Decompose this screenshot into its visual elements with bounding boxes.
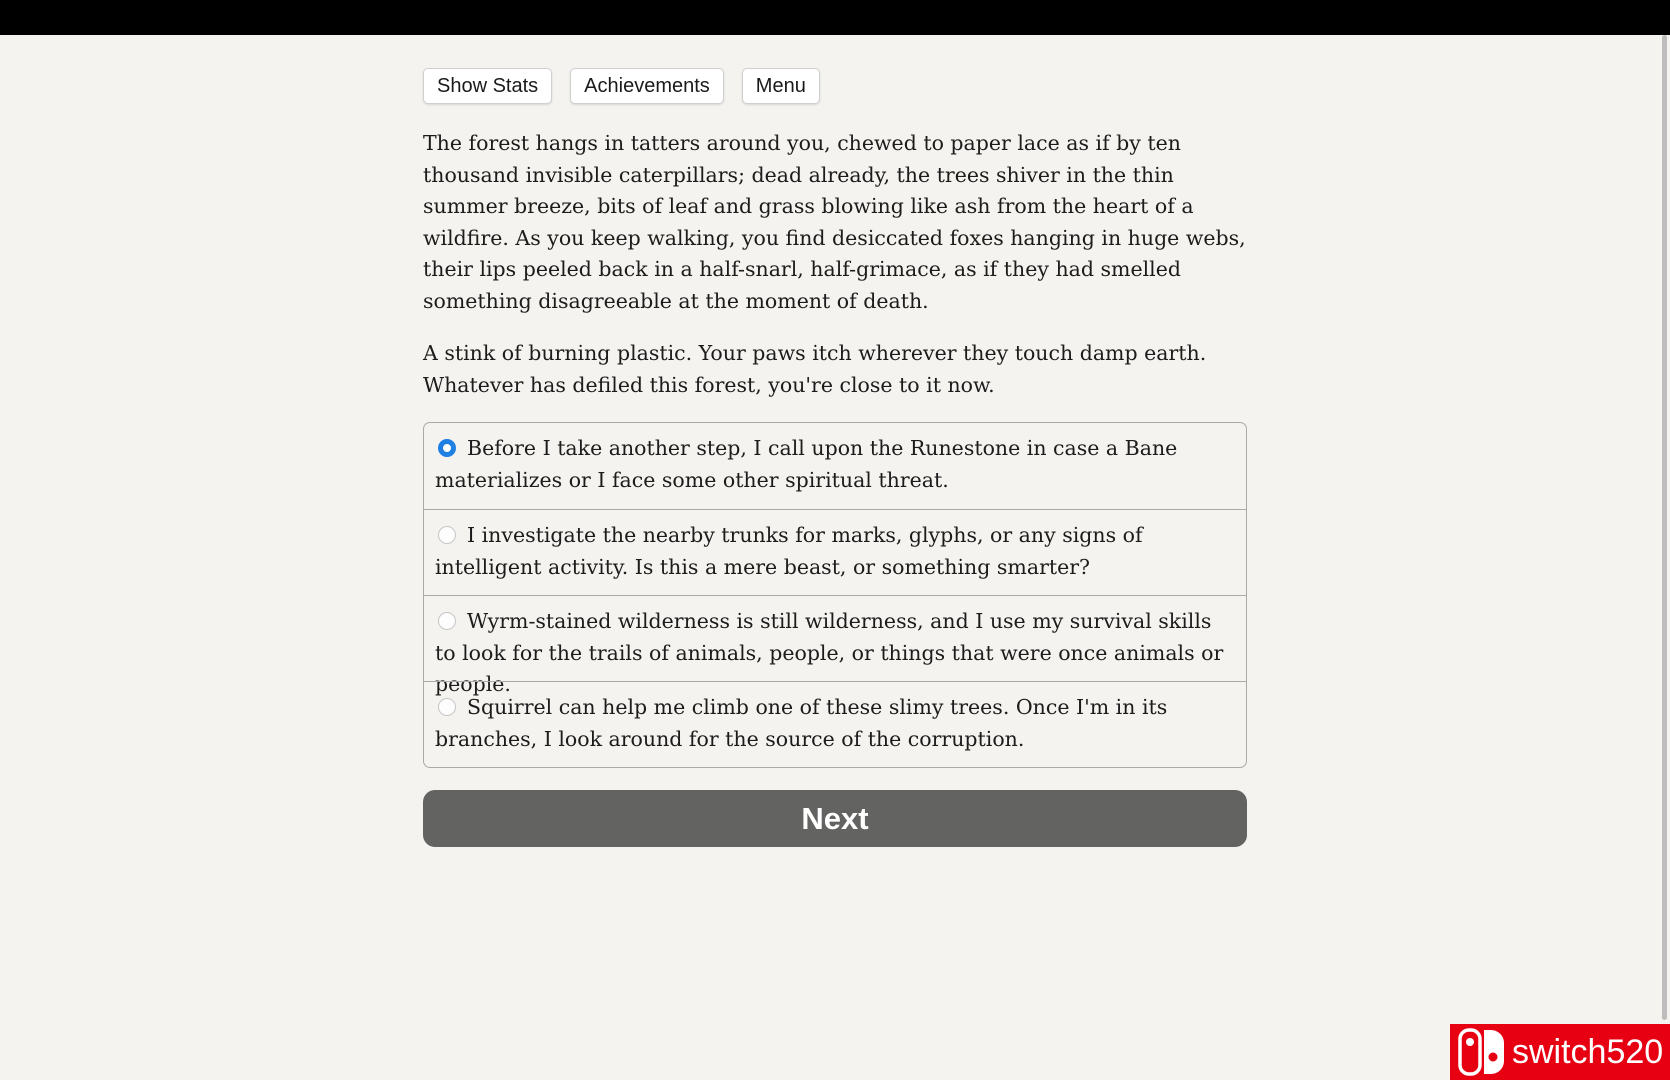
choice-option[interactable] xyxy=(424,423,1246,509)
game-container xyxy=(423,68,1247,847)
choice-label: I investigate the nearby trunks for marks, glyphs, or any signs of intelligent activity. Is this a mere beast, or something smarter? xyxy=(435,523,1143,579)
top-bar xyxy=(0,0,1670,35)
story-paragraph: A stink of burning plastic. Your paws itch wherever they touch damp earth. Whatever has defiled this forest, you're close to it now. xyxy=(423,341,1207,397)
choice-label: Wyrm-stained wilderness is still wilderness, and I use my survival skills to look for the trails of animals, people, or things that were once animals or people. xyxy=(435,609,1224,696)
menu-button[interactable]: Menu xyxy=(742,68,820,104)
radio-selected-icon[interactable] xyxy=(438,439,456,457)
watermark-text: switch520 xyxy=(1512,1033,1664,1071)
watermark xyxy=(1450,1024,1670,1080)
next-button[interactable]: Next xyxy=(423,790,1247,847)
story-paragraph: The forest hangs in tatters around you, chewed to paper lace as if by ten thousand invisible caterpillars; dead already, the trees shiver in the thin summer breeze, bits of leaf and grass blowing like ash from the heart of a wildfire. As you keep walking, you find desiccated foxes hanging in huge webs, their lips peeled back in a half-snarl, half-grimace, as if they had smelled something disagreeable at the moment of death. xyxy=(423,131,1246,313)
choice-option[interactable] xyxy=(424,595,1246,696)
nav-bar xyxy=(423,68,1247,104)
radio-unselected-icon[interactable] xyxy=(438,612,456,630)
choice-label: Squirrel can help me climb one of these slimy trees. Once I'm in its branches, I look around for the source of the corruption. xyxy=(435,695,1168,751)
choice-option[interactable] xyxy=(424,681,1246,767)
radio-unselected-icon[interactable] xyxy=(438,526,456,544)
choice-list xyxy=(423,422,1247,768)
choice-label: Before I take another step, I call upon the Runestone in case a Bane materializes or I face some other spiritual threat. xyxy=(435,436,1178,492)
achievements-button[interactable]: Achievements xyxy=(570,68,724,104)
choice-option[interactable] xyxy=(424,509,1246,595)
show-stats-button[interactable]: Show Stats xyxy=(423,68,552,104)
story-text xyxy=(423,128,1247,401)
radio-unselected-icon[interactable] xyxy=(438,698,456,716)
scrollbar[interactable] xyxy=(1662,35,1667,1020)
switch-logo-icon xyxy=(1456,1027,1508,1077)
